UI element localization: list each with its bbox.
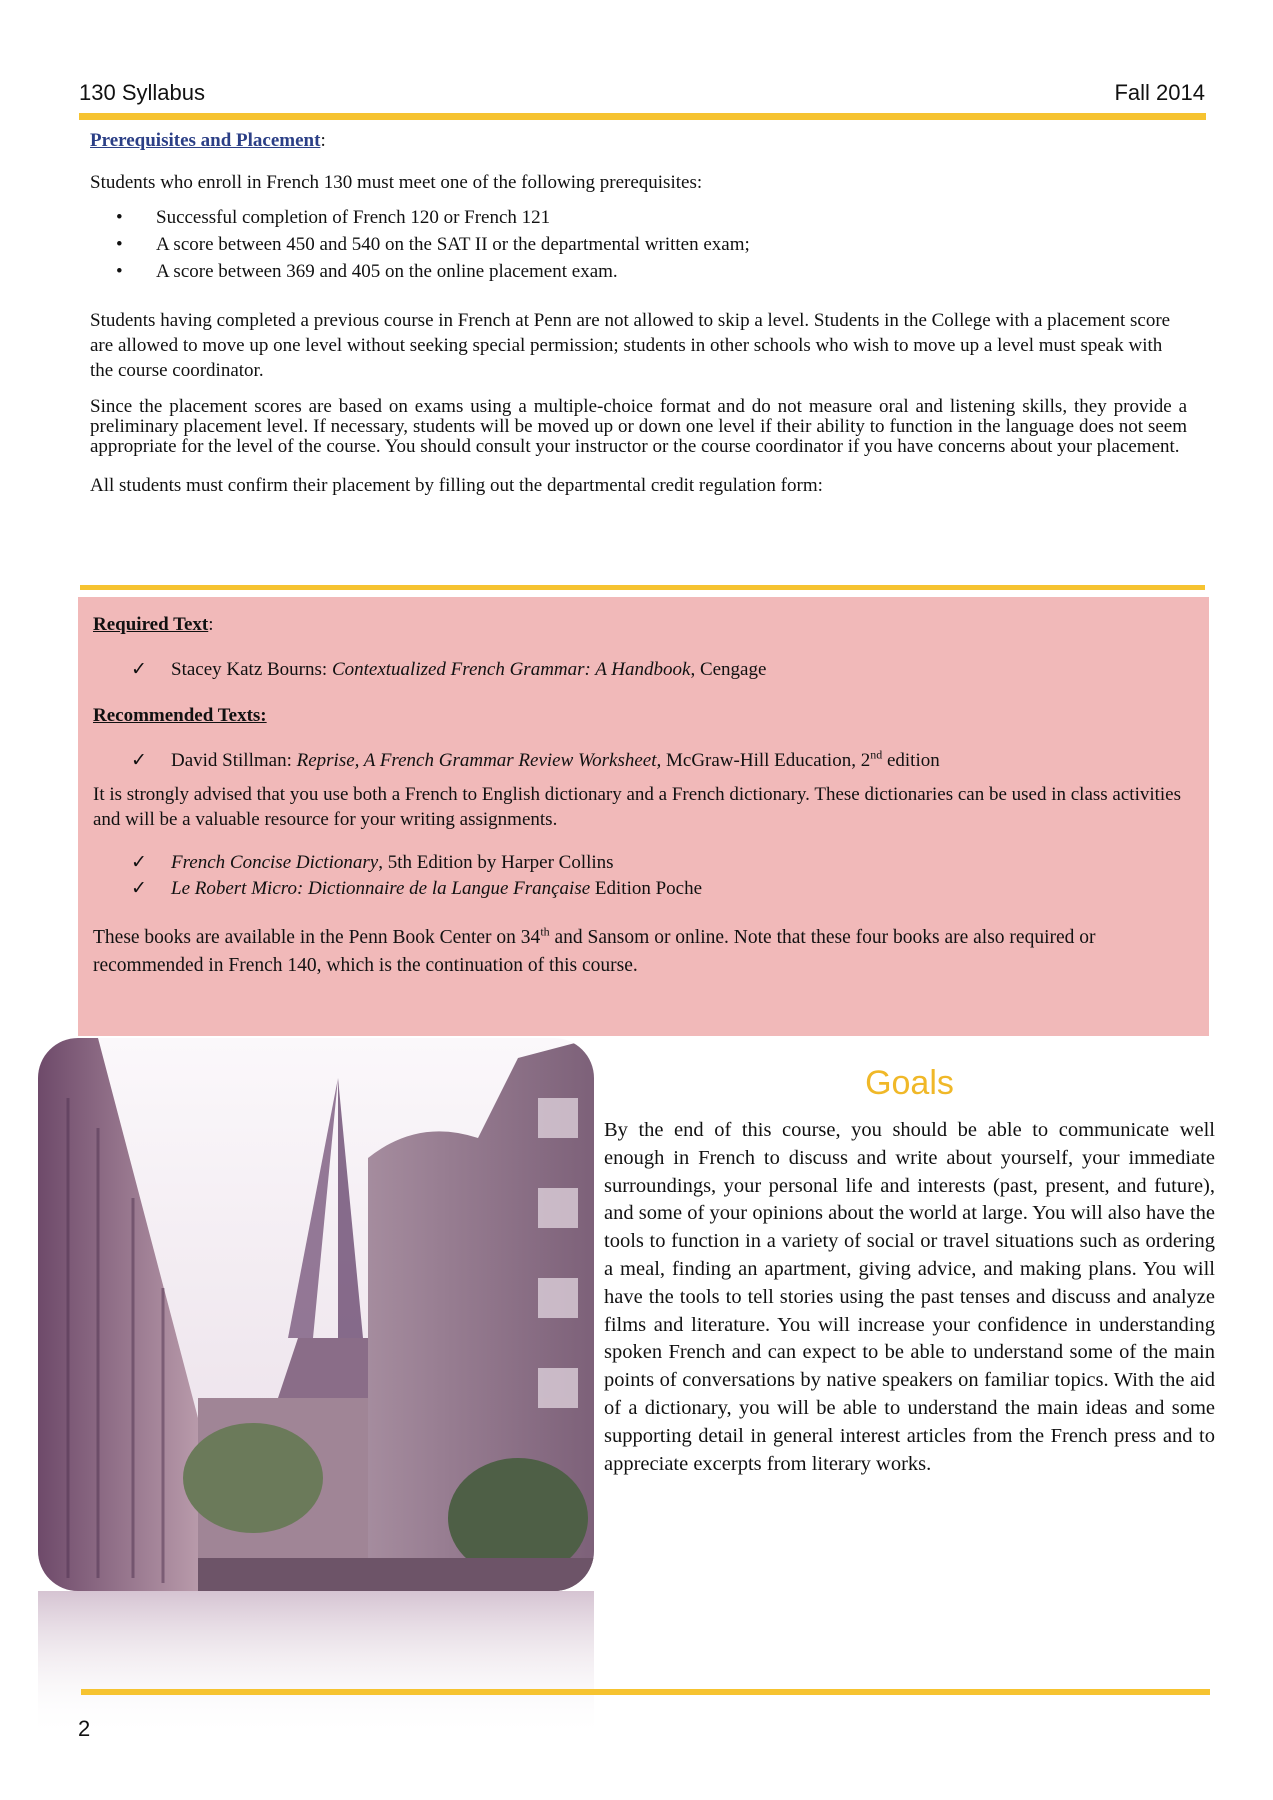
- edition: , 5th Edition by Harper Collins: [378, 852, 614, 873]
- required-text-heading: Required Text: [93, 614, 209, 635]
- list-item: [91, 747, 1198, 774]
- list-item: [91, 850, 1198, 876]
- page-number: 2: [78, 1716, 91, 1741]
- skip-level-paragraph: Students having completed a previous course in French at Penn are not allowed to skip a level. Students in the College with a placement score are allowed to move up one level without seeking special permission; students in other schools who wish to move up a level must speak with the course coordinator.: [90, 310, 1171, 381]
- availability-paragraph: [93, 924, 1198, 980]
- book-title: French Concise Dictionary: [171, 852, 379, 873]
- header-course-title: 130 Syllabus: [79, 80, 205, 105]
- prerequisites-list: [76, 204, 1190, 285]
- author: David Stillman:: [171, 750, 297, 771]
- heading-colon: :: [208, 614, 214, 635]
- list-item: [76, 231, 1190, 258]
- author: Stacey Katz Bourns:: [171, 659, 332, 680]
- checkmark-icon: ✓: [131, 878, 147, 899]
- recommended-texts-heading: Recommended Texts:: [93, 705, 267, 726]
- publisher: McGraw-Hill Education, 2: [661, 750, 871, 771]
- confirm-paragraph: All students must confirm their placement by filling out the departmental credit regulation form:: [90, 475, 823, 496]
- footer-divider: [81, 1689, 1210, 1695]
- list-item: [76, 204, 1190, 231]
- publisher: , Cengage: [690, 659, 767, 680]
- bullet-icon: •: [116, 207, 123, 228]
- prerequisites-intro: Students who enroll in French 130 must meet one of the following prerequisites:: [90, 172, 703, 193]
- book-title: Le Robert Micro: Dictionnaire de la Langue Française: [171, 878, 591, 899]
- item-text: A score between 369 and 405 on the online placement exam.: [156, 261, 618, 282]
- text: and Sansom or online. Note that these four books are also required or recommended in French 140, which is the continuation of this course.: [93, 927, 1096, 976]
- text: These books are available in the Penn Book Center on 34: [93, 927, 541, 948]
- prerequisites-section: [90, 130, 1190, 498]
- list-item: [91, 876, 1198, 902]
- placement-paragraph: Since the placement scores are based on exams using a multiple-choice format and do not measure oral and listening skills, they provide a preliminary placement level. If necessary, students will be moved up or down one level if their ability to function in the language does not seem appropriate for the level of the course. You should consult your instructor or the course coordinator if you have concerns about your placement.: [90, 396, 1187, 457]
- list-item: [91, 656, 1198, 683]
- dictionary-list: [91, 850, 1198, 902]
- book-title: Contextualized French Grammar: A Handbook: [331, 659, 691, 680]
- required-list: [91, 656, 1198, 683]
- edition: edition: [882, 750, 940, 771]
- edition: Edition Poche: [590, 878, 703, 899]
- checkmark-icon: ✓: [131, 852, 147, 873]
- header-divider: [79, 113, 1206, 120]
- heading-colon: :: [320, 130, 326, 151]
- prerequisites-heading: Prerequisites and Placement: [90, 130, 321, 151]
- goals-heading: Goals: [865, 1064, 954, 1102]
- checkmark-icon: ✓: [131, 750, 147, 771]
- superscript: nd: [870, 747, 883, 762]
- checkmark-icon: ✓: [131, 659, 147, 680]
- list-item: [76, 258, 1190, 285]
- dictionary-advice: It is strongly advised that you use both a French to English dictionary and a French dictionary. These dictionaries can be used in class activities and will be a valuable resource for your writing assignments.: [93, 784, 1182, 830]
- header-term: Fall 2014: [1114, 80, 1205, 105]
- book-title: Reprise, A French Grammar Review Worksheet,: [296, 750, 662, 771]
- recommended-list: [91, 747, 1198, 774]
- item-text: A score between 450 and 540 on the SAT II or the departmental written exam;: [156, 234, 750, 255]
- superscript: th: [540, 924, 550, 939]
- paris-street-photo: [38, 1038, 594, 1738]
- goals-paragraph: By the end of this course, you should be able to communicate well enough in French to discuss and write about yourself, your immediate surroundings, your personal life and interests (past, present, and future), and some of your opinions about the world at large. You will also have the tools to function in a variety of social or travel situations such as ordering a meal, finding an apartment, giving advice, and making plans. You will have the tools to tell stories using the past tenses and discuss and analyze films and literature. You will increase your confidence in understanding spoken French and can expect to be able to understand some of the main points of conversations by native speakers on familiar topics. With the aid of a dictionary, you will be able to understand the main ideas and some supporting detail in general interest articles from the French press and to appreciate excerpts from literary works.: [604, 1119, 1215, 1475]
- section-divider: [80, 585, 1205, 590]
- item-text: Successful completion of French 120 or French 121: [156, 207, 551, 228]
- bullet-icon: •: [116, 234, 123, 255]
- texts-panel: [78, 597, 1209, 1036]
- bullet-icon: •: [116, 261, 123, 282]
